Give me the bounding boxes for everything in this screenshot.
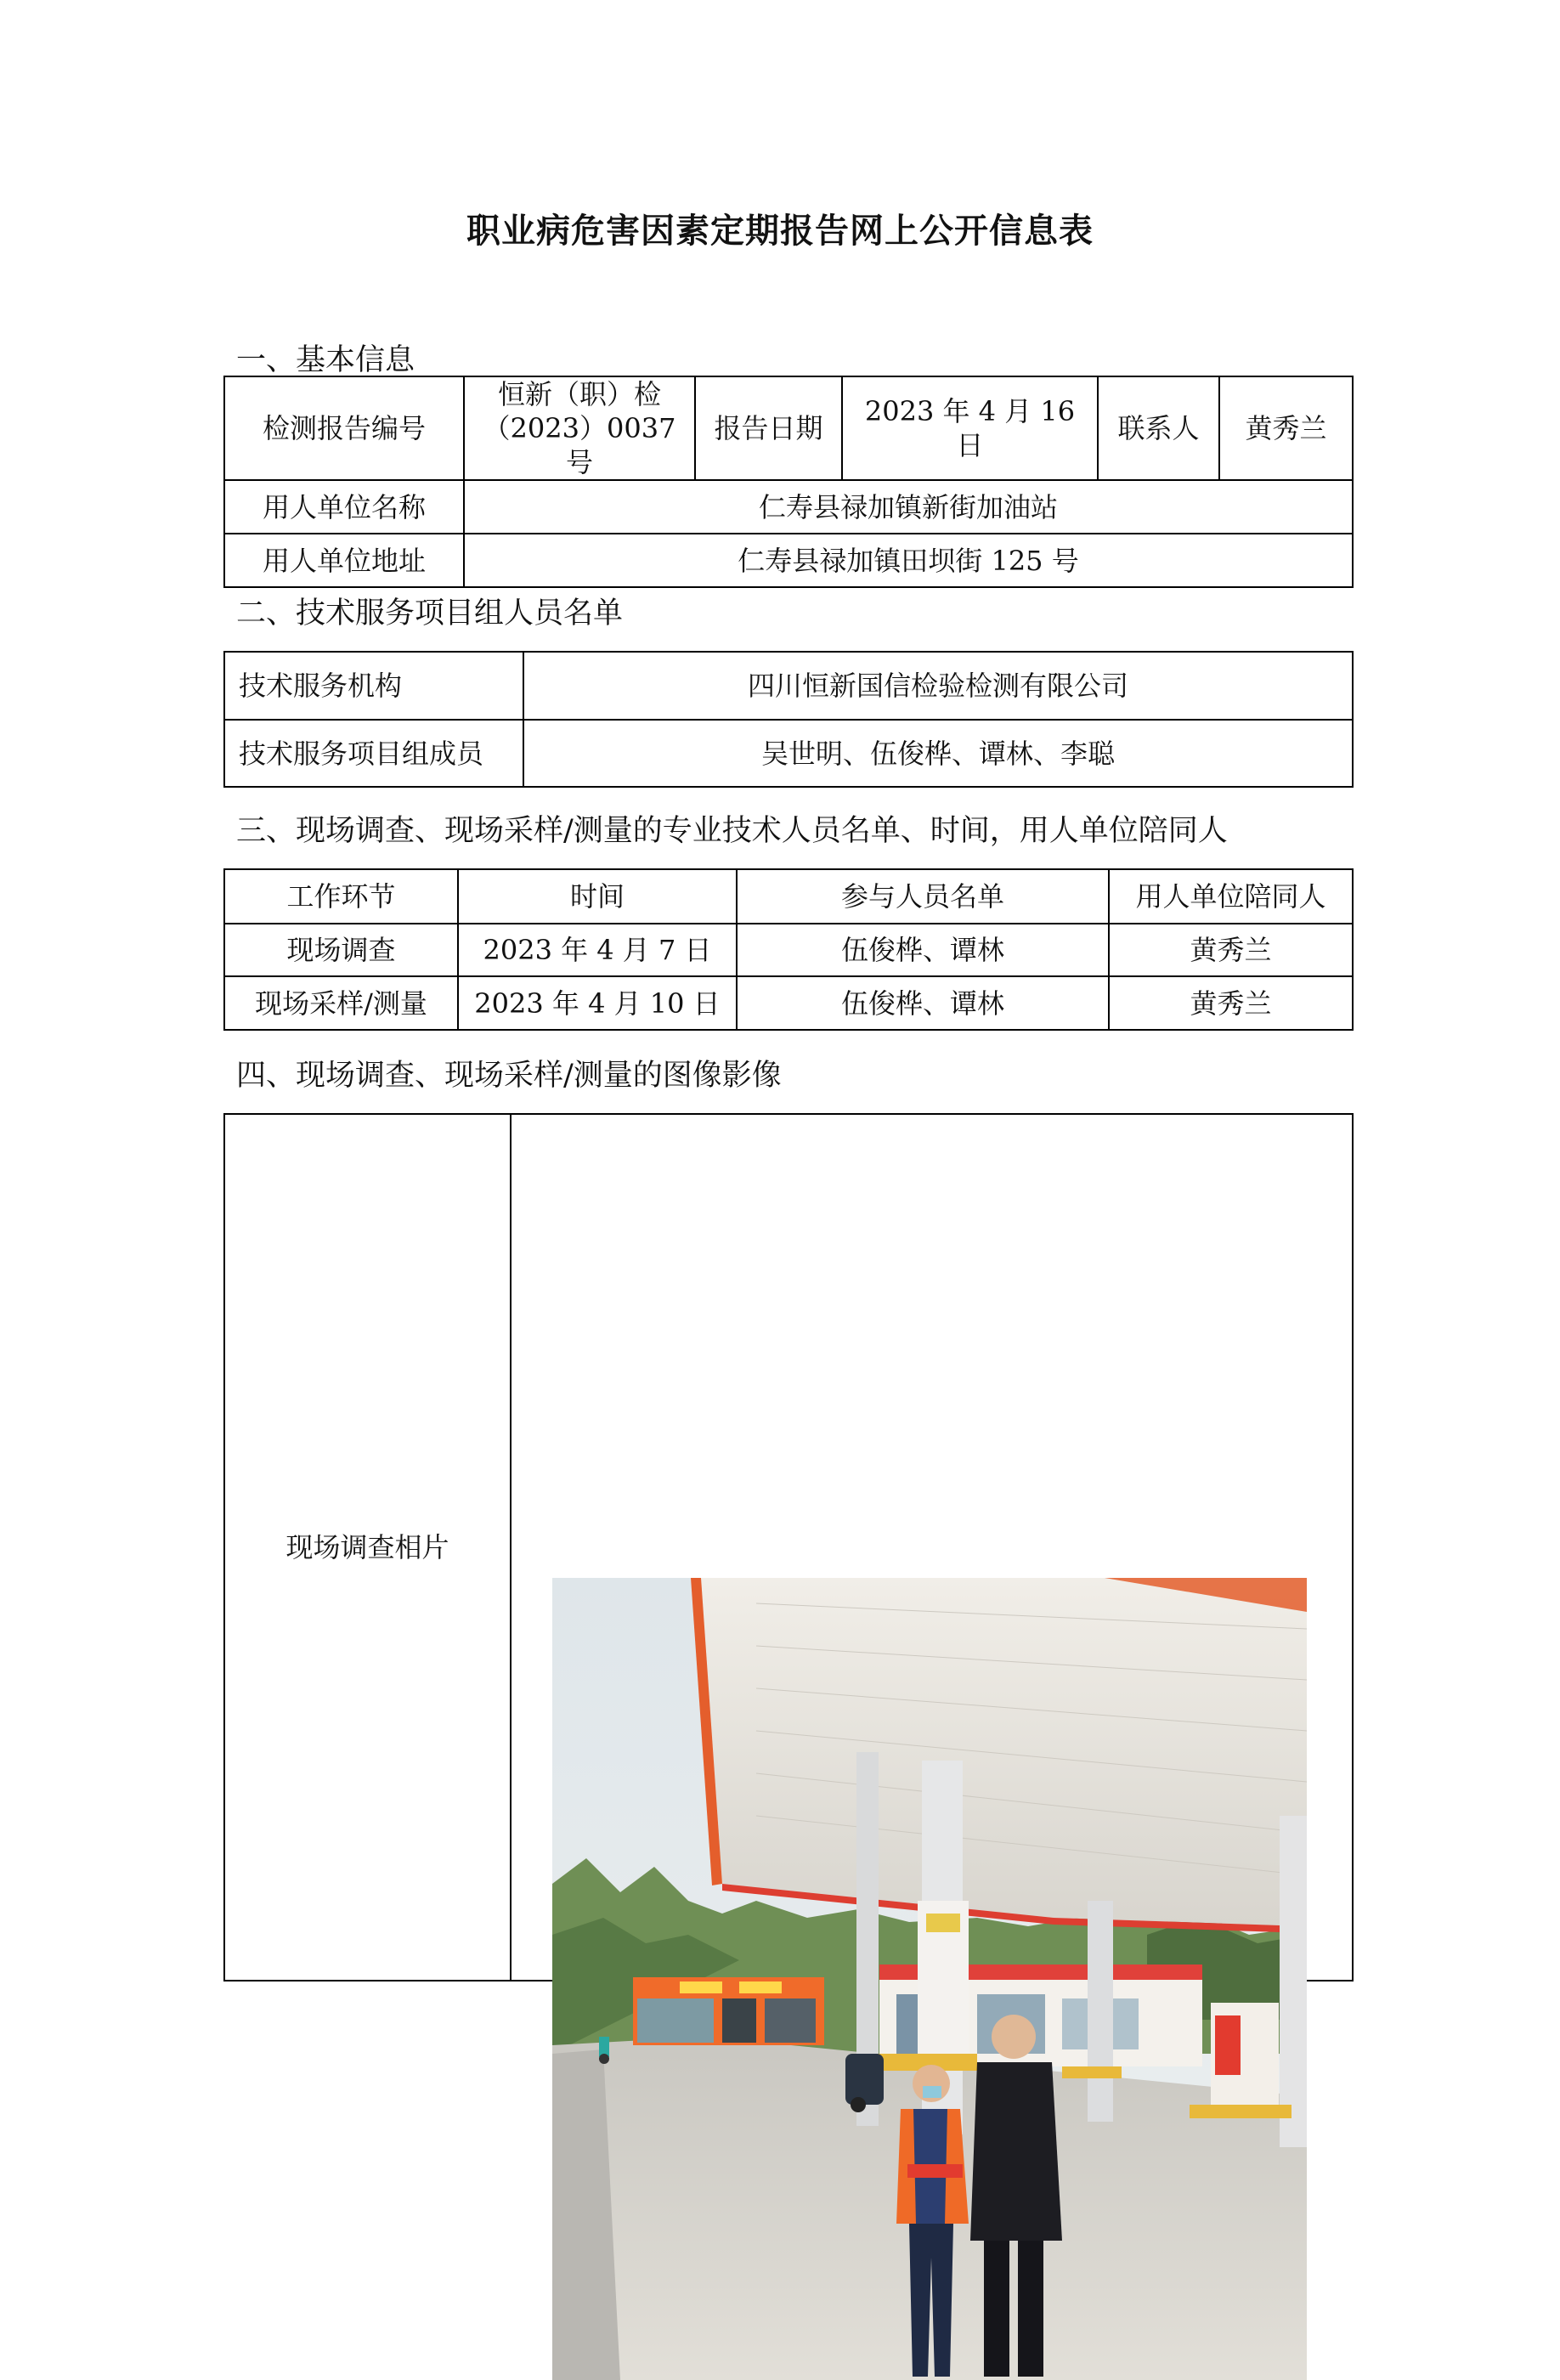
report-no-value — [464, 376, 695, 480]
header-stage: 工作环节 — [224, 869, 458, 924]
contact-label: 联系人 — [1098, 376, 1219, 480]
site-survey-photo — [552, 1578, 1307, 2380]
row-participants: 伍俊桦、谭林 — [737, 924, 1109, 976]
header-escort: 用人单位陪同人 — [1109, 869, 1353, 924]
service-org-label: 技术服务机构 — [224, 652, 523, 720]
row-stage: 现场采样/测量 — [224, 976, 458, 1030]
report-no-line1: 恒新（职）检 — [497, 378, 661, 410]
row-time: 2023 年 4 月 7 日 — [458, 924, 737, 976]
photo-cell — [511, 1114, 1353, 1981]
row-escort: 黄秀兰 — [1109, 976, 1353, 1030]
row-time: 2023 年 4 月 10 日 — [458, 976, 737, 1030]
employer-name-label: 用人单位名称 — [224, 480, 464, 534]
row-escort: 黄秀兰 — [1109, 924, 1353, 976]
report-no-label: 检测报告编号 — [224, 376, 464, 480]
header-participants: 参与人员名单 — [737, 869, 1109, 924]
section-personnel-heading: 三、现场调查、现场采样/测量的专业技术人员名单、时间，用人单位陪同人 — [236, 814, 1228, 848]
team-members-label: 技术服务项目组成员 — [224, 720, 523, 787]
page-title: 职业病危害因素定期报告网上公开信息表 — [466, 212, 1094, 251]
images-table — [223, 1113, 1354, 1981]
section-images-heading: 四、现场调查、现场采样/测量的图像影像 — [236, 1059, 782, 1093]
table-row — [224, 924, 1353, 976]
fieldwork-table — [223, 868, 1354, 1031]
section-basic-info-heading: 一、基本信息 — [236, 343, 415, 377]
table-row — [224, 976, 1353, 1030]
report-no-line2: （2023）0037 号 — [483, 412, 676, 478]
team-members-value: 吴世明、伍俊桦、谭林、李聪 — [523, 720, 1353, 787]
row-stage: 现场调查 — [224, 924, 458, 976]
row-participants: 伍俊桦、谭林 — [737, 976, 1109, 1030]
report-date-label: 报告日期 — [695, 376, 842, 480]
employer-address-value: 仁寿县禄加镇田坝街 125 号 — [464, 534, 1353, 587]
photo-label: 现场调查相片 — [224, 1114, 511, 1981]
contact-value: 黄秀兰 — [1219, 376, 1353, 480]
team-table — [223, 651, 1354, 788]
section-team-heading: 二、技术服务项目组人员名单 — [236, 596, 624, 630]
header-time: 时间 — [458, 869, 737, 924]
report-date-value: 2023 年 4 月 16 日 — [842, 376, 1098, 480]
basic-info-table — [223, 376, 1354, 588]
employer-name-value: 仁寿县禄加镇新街加油站 — [464, 480, 1353, 534]
service-org-value: 四川恒新国信检验检测有限公司 — [523, 652, 1353, 720]
employer-address-label: 用人单位地址 — [224, 534, 464, 587]
